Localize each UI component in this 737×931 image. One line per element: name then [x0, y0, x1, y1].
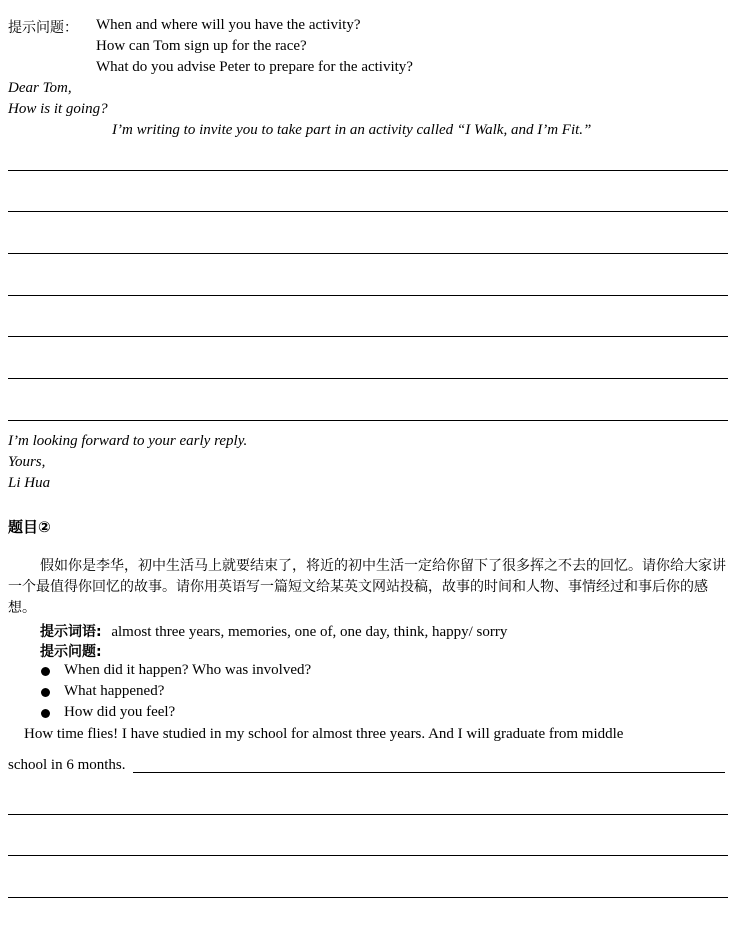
- story-line-2: school in 6 months.: [8, 757, 126, 773]
- writing-line: [8, 211, 728, 212]
- prompt-question-3: What do you advise Peter to prepare for the activity?: [96, 59, 413, 75]
- writing-line: [8, 378, 728, 379]
- writing-line: [8, 855, 728, 856]
- letter-signature: Li Hua: [8, 475, 51, 491]
- writing-line: [8, 336, 728, 337]
- writing-line: [8, 420, 728, 421]
- writing-line: [8, 814, 728, 815]
- keywords-row: [40, 621, 507, 641]
- story-line-1: How time flies! I have studied in my school for almost three years. And I will graduate from middle: [24, 726, 624, 742]
- instructions-paragraph: 假如你是李华，初中生活马上就要结束了，将近的初中生活一定给你留下了很多挥之不去的回忆。请你给大家讲一个最值得你回忆的故事。请你用英语写一篇短文给某英文网站投稿，故事的时间和人物、事情经过和事后你的感想。: [8, 558, 726, 616]
- keywords-label: 提示词语:: [40, 624, 102, 640]
- bullet-icon: [41, 667, 50, 676]
- writing-line: [8, 170, 728, 171]
- bullet-question-1: When did it happen? Who was involved?: [64, 662, 312, 678]
- writing-line: [8, 897, 728, 898]
- keywords-text: almost three years, memories, one of, one day, think, happy/ sorry: [111, 624, 508, 640]
- letter-opening: How is it going?: [8, 101, 108, 117]
- writing-line: [133, 772, 725, 773]
- section-title: 题目②: [8, 518, 51, 536]
- letter-closing: I’m looking forward to your early reply.: [8, 433, 248, 449]
- bullet-question-2: What happened?: [64, 683, 165, 699]
- prompt-question-1: When and where will you have the activity?: [96, 17, 361, 33]
- bullet-question-3: How did you feel?: [64, 704, 176, 720]
- writing-line: [8, 253, 728, 254]
- letter-signoff: Yours,: [8, 454, 46, 470]
- prompt-question-2: How can Tom sign up for the race?: [96, 38, 307, 54]
- bullet-icon: [41, 709, 50, 718]
- questions-label: 提示问题:: [40, 644, 102, 660]
- letter-greeting: Dear Tom,: [8, 80, 72, 96]
- letter-first-sentence: I’m writing to invite you to take part in an activity called “I Walk, and I’m Fit.”: [112, 122, 592, 138]
- prompt-questions-label: 提示问题：: [8, 20, 78, 36]
- writing-line: [8, 295, 728, 296]
- bullet-icon: [41, 688, 50, 697]
